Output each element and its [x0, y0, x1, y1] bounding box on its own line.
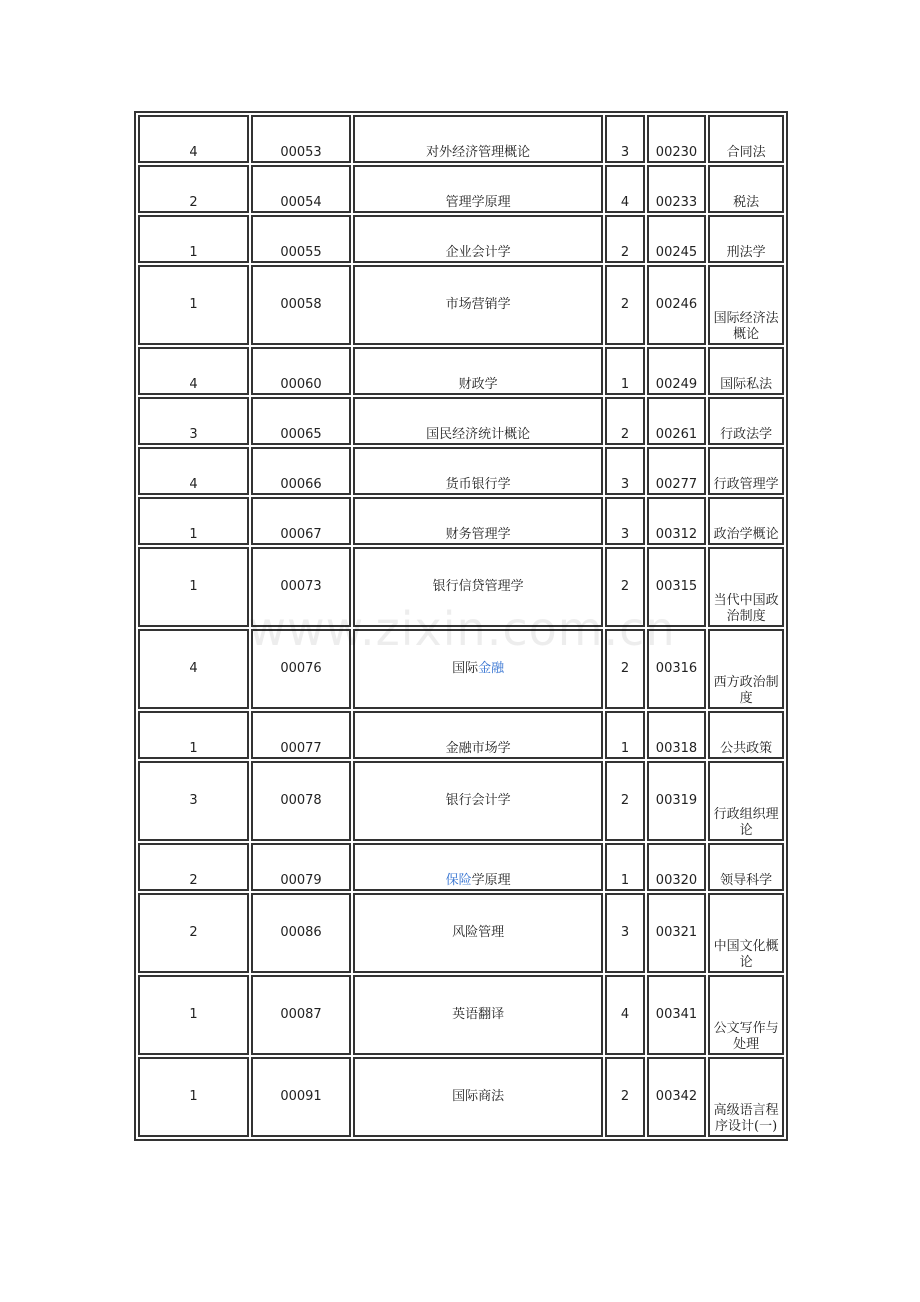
cell: 00249 — [647, 347, 707, 395]
cell — [353, 843, 603, 891]
cell: 00073 — [251, 547, 351, 627]
cell: 银行信贷管理学 — [353, 547, 603, 627]
table-row — [138, 629, 784, 709]
course-table — [134, 111, 788, 1141]
cell: 对外经济管理概论 — [353, 115, 603, 163]
cell: 00065 — [251, 397, 351, 445]
cell: 公文写作与处理 — [708, 975, 784, 1055]
cell: 1 — [138, 1057, 249, 1137]
cell: 公共政策 — [708, 711, 784, 759]
cell: 财政学 — [353, 347, 603, 395]
cell: 中国文化概论 — [708, 893, 784, 973]
table-row — [138, 165, 784, 213]
cell: 3 — [605, 447, 644, 495]
cell: 2 — [605, 629, 644, 709]
cell: 00077 — [251, 711, 351, 759]
cell: 00067 — [251, 497, 351, 545]
table-row — [138, 1057, 784, 1137]
table-row — [138, 215, 784, 263]
cell: 财务管理学 — [353, 497, 603, 545]
cell-text: 学原理 — [471, 873, 511, 888]
table-row — [138, 547, 784, 627]
cell: 00320 — [647, 843, 707, 891]
cell: 市场营销学 — [353, 265, 603, 345]
finance-link[interactable]: 金融 — [478, 661, 505, 676]
cell — [353, 629, 603, 709]
cell: 行政法学 — [708, 397, 784, 445]
cell: 4 — [605, 165, 644, 213]
cell: 00261 — [647, 397, 707, 445]
cell: 国际经济法概论 — [708, 265, 784, 345]
cell: 00055 — [251, 215, 351, 263]
cell: 00341 — [647, 975, 707, 1055]
cell: 2 — [605, 215, 644, 263]
table-row — [138, 347, 784, 395]
cell: 00086 — [251, 893, 351, 973]
cell: 4 — [138, 347, 249, 395]
cell: 风险管理 — [353, 893, 603, 973]
cell: 4 — [605, 975, 644, 1055]
table-row — [138, 711, 784, 759]
cell: 国际商法 — [353, 1057, 603, 1137]
cell: 00321 — [647, 893, 707, 973]
cell: 2 — [605, 1057, 644, 1137]
cell-text: 国际 — [452, 661, 479, 676]
table-row — [138, 447, 784, 495]
cell: 2 — [605, 761, 644, 841]
cell: 00230 — [647, 115, 707, 163]
cell: 00058 — [251, 265, 351, 345]
cell: 1 — [605, 347, 644, 395]
cell: 1 — [138, 547, 249, 627]
cell: 00087 — [251, 975, 351, 1055]
cell: 货币银行学 — [353, 447, 603, 495]
cell: 英语翻译 — [353, 975, 603, 1055]
cell: 2 — [605, 265, 644, 345]
cell: 1 — [138, 215, 249, 263]
cell: 1 — [138, 975, 249, 1055]
cell: 00076 — [251, 629, 351, 709]
cell: 国际私法 — [708, 347, 784, 395]
cell: 3 — [605, 497, 644, 545]
cell: 1 — [138, 711, 249, 759]
cell: 00233 — [647, 165, 707, 213]
cell: 00091 — [251, 1057, 351, 1137]
table-row — [138, 761, 784, 841]
cell: 00312 — [647, 497, 707, 545]
cell: 4 — [138, 447, 249, 495]
cell: 刑法学 — [708, 215, 784, 263]
cell: 4 — [138, 629, 249, 709]
cell: 00078 — [251, 761, 351, 841]
cell: 00054 — [251, 165, 351, 213]
cell: 00245 — [647, 215, 707, 263]
cell: 00246 — [647, 265, 707, 345]
table-row — [138, 497, 784, 545]
cell: 行政管理学 — [708, 447, 784, 495]
cell: 当代中国政治制度 — [708, 547, 784, 627]
cell: 1 — [138, 265, 249, 345]
cell: 西方政治制度 — [708, 629, 784, 709]
cell: 00060 — [251, 347, 351, 395]
insurance-link[interactable]: 保险 — [445, 873, 472, 888]
cell: 00342 — [647, 1057, 707, 1137]
table-row — [138, 397, 784, 445]
cell: 税法 — [708, 165, 784, 213]
cell: 1 — [605, 711, 644, 759]
cell: 3 — [605, 893, 644, 973]
table-row — [138, 115, 784, 163]
cell: 00053 — [251, 115, 351, 163]
cell: 3 — [605, 115, 644, 163]
cell: 企业会计学 — [353, 215, 603, 263]
cell: 00316 — [647, 629, 707, 709]
cell: 3 — [138, 397, 249, 445]
cell: 金融市场学 — [353, 711, 603, 759]
cell: 领导科学 — [708, 843, 784, 891]
cell: 2 — [138, 843, 249, 891]
cell: 合同法 — [708, 115, 784, 163]
cell: 高级语言程序设计(一) — [708, 1057, 784, 1137]
table-row — [138, 893, 784, 973]
cell: 4 — [138, 115, 249, 163]
cell: 行政组织理论 — [708, 761, 784, 841]
cell: 00277 — [647, 447, 707, 495]
cell: 3 — [138, 761, 249, 841]
cell: 管理学原理 — [353, 165, 603, 213]
cell: 2 — [138, 165, 249, 213]
table-row — [138, 975, 784, 1055]
cell: 2 — [605, 397, 644, 445]
cell: 1 — [138, 497, 249, 545]
cell: 00319 — [647, 761, 707, 841]
cell: 2 — [605, 547, 644, 627]
cell: 政治学概论 — [708, 497, 784, 545]
cell: 00318 — [647, 711, 707, 759]
cell: 银行会计学 — [353, 761, 603, 841]
cell: 1 — [605, 843, 644, 891]
table-row — [138, 843, 784, 891]
table-row — [138, 265, 784, 345]
cell: 00315 — [647, 547, 707, 627]
cell: 00079 — [251, 843, 351, 891]
cell: 00066 — [251, 447, 351, 495]
cell: 国民经济统计概论 — [353, 397, 603, 445]
cell: 2 — [138, 893, 249, 973]
